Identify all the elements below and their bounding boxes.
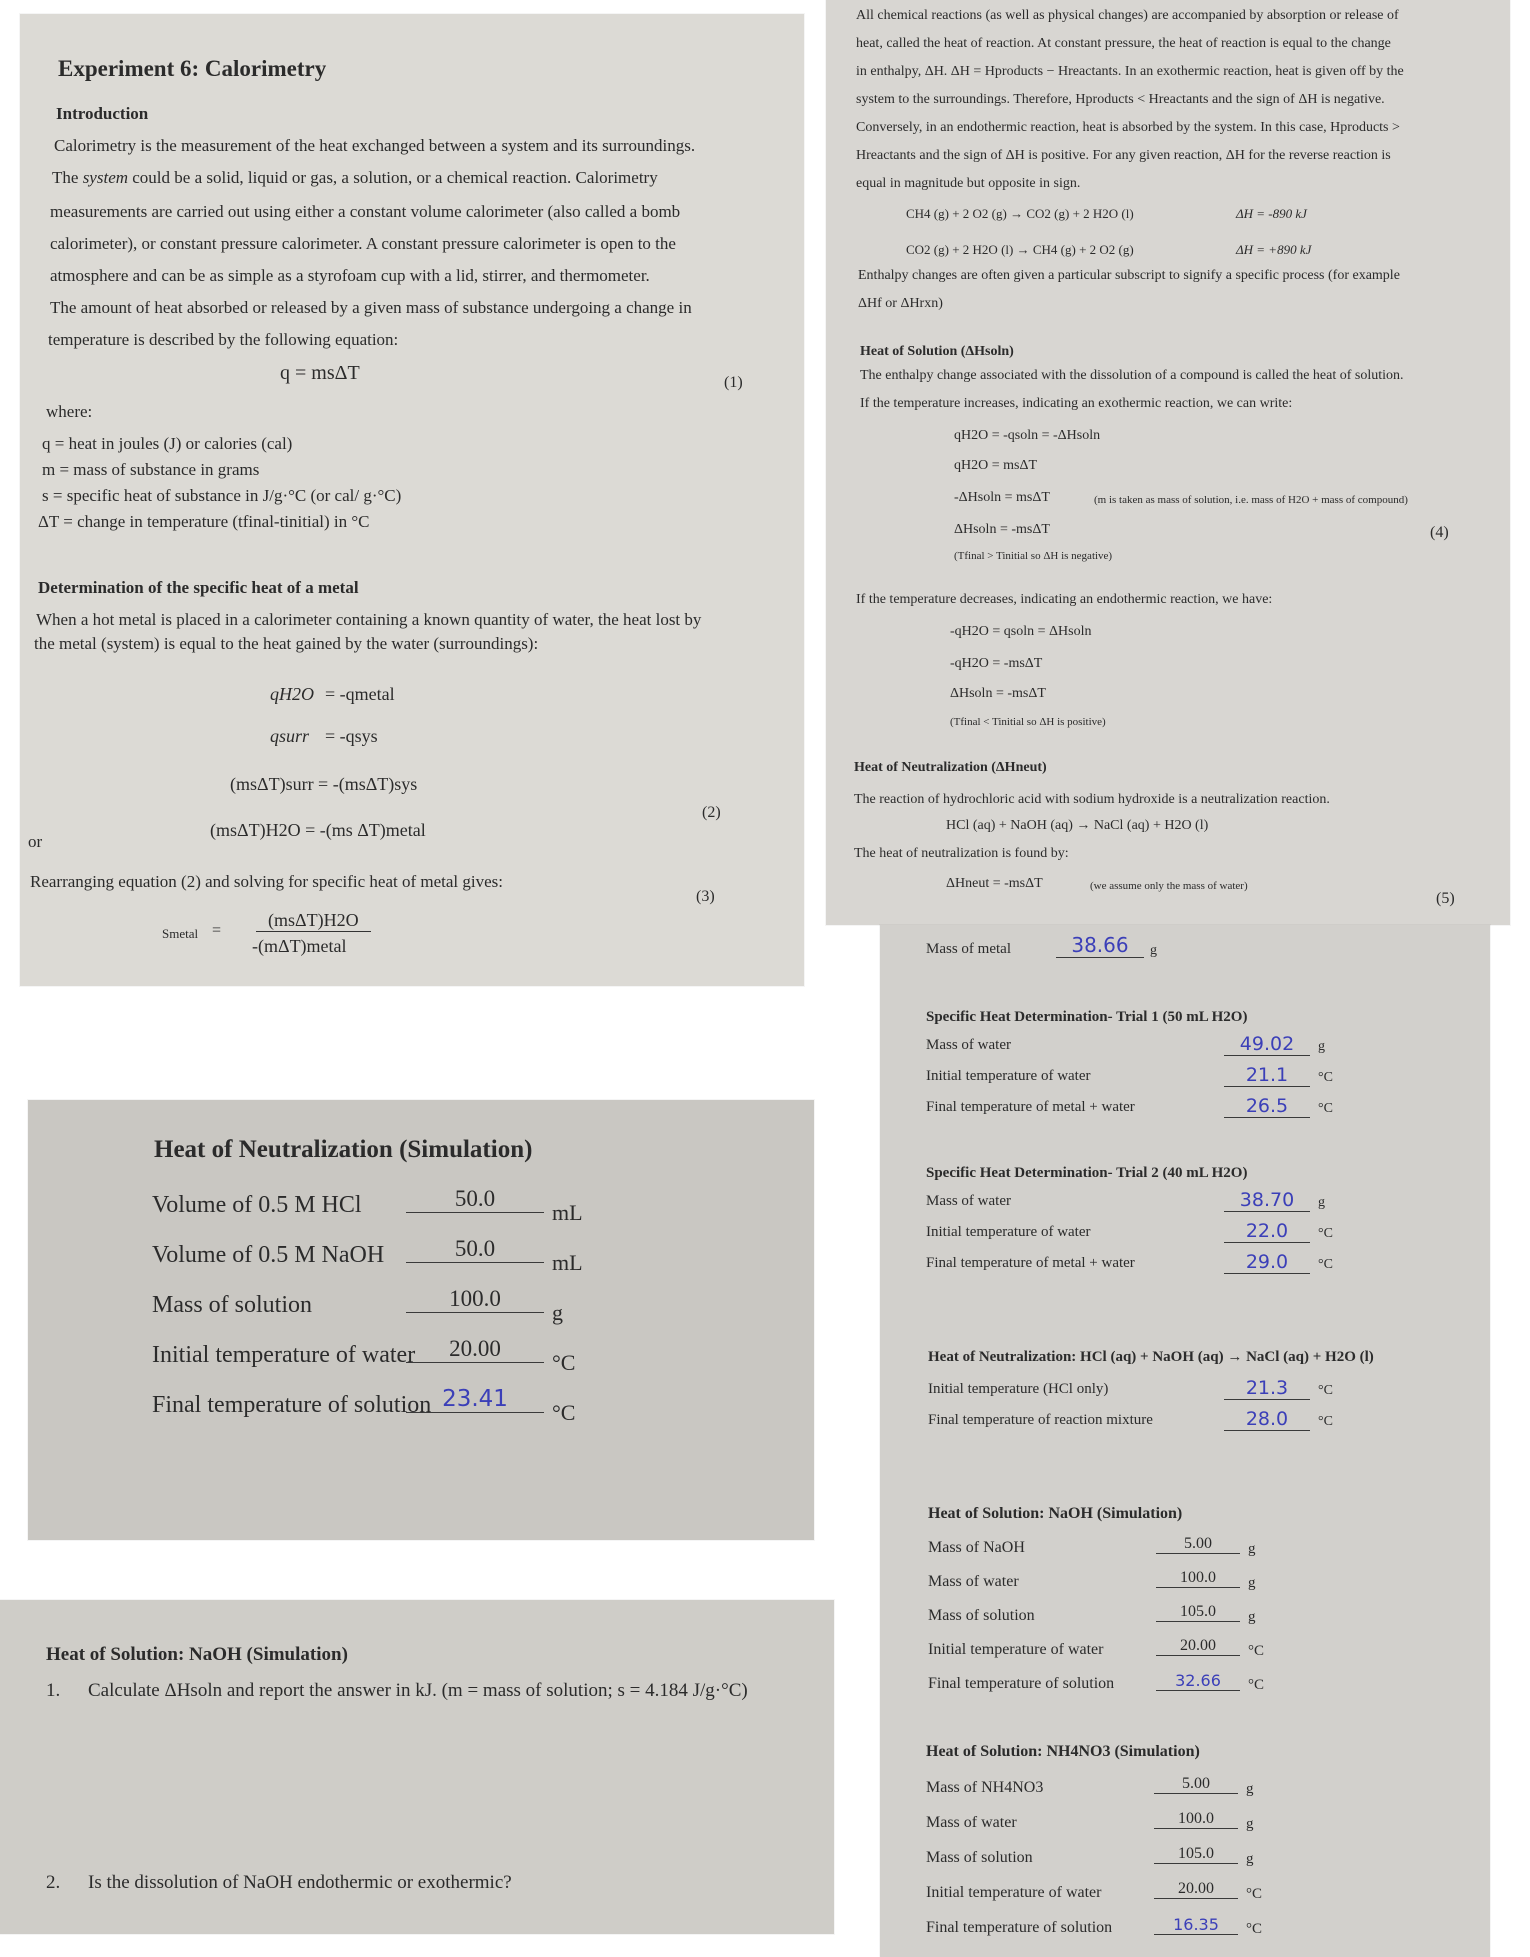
row-value: 100.0 xyxy=(406,1286,544,1313)
intro-line: The amount of heat absorbed or released by a given mass of substance undergoing a change in xyxy=(50,298,692,317)
body-line: Rearranging equation (2) and solving for specific heat of metal gives: xyxy=(30,872,504,891)
row-unit: °C xyxy=(1318,1383,1333,1398)
row-unit: °C xyxy=(552,1350,576,1375)
row-unit: °C xyxy=(1318,1070,1333,1085)
row-value: 20.00 xyxy=(1154,1880,1238,1899)
row-unit: g xyxy=(1318,1039,1325,1054)
questions-page xyxy=(0,1600,834,1934)
definition-dt: ΔT = change in temperature (tfinal-tinitial) in °C xyxy=(38,512,370,531)
row-unit: °C xyxy=(1318,1257,1333,1272)
intro-line: Calorimetry is the measurement of the heat exchanged between a system and its surroundings. xyxy=(54,136,696,155)
theory-line: equal in magnitude but opposite in sign. xyxy=(856,176,1081,191)
endothermic-eq: ΔHsoln = -msΔT xyxy=(950,686,1046,701)
definition-s: s = specific heat of substance in J/g·°C (or cal/ g·°C) xyxy=(42,486,402,505)
theory-line: Hreactants and the sign of ΔH is positive. For any given reaction, ΔH for the reverse reaction is xyxy=(856,148,1391,163)
endothermic-eq: -qH2O = -msΔT xyxy=(950,656,1043,671)
equation-number: (5) xyxy=(1436,890,1455,907)
row-label: Initial temperature of water xyxy=(152,1342,416,1368)
row-value: 16.35 xyxy=(1154,1915,1238,1935)
intro-line: The system could be a solid, liquid or gas, a solution, or a chemical reaction. Calorimetry xyxy=(52,168,658,187)
row-value: 50.0 xyxy=(406,1186,544,1213)
row-label: Mass of water xyxy=(926,1193,1011,1209)
theory-line: Conversely, in an endothermic reaction, heat is absorbed by the system. In this case, Hproducts > xyxy=(856,120,1400,135)
body-line: When a hot metal is placed in a calorimeter containing a known quantity of water, the heat lost by xyxy=(36,610,702,629)
neutralization-data-heading: Heat of Neutralization: HCl (aq) + NaOH (aq) → NaCl (aq) + H2O (l) xyxy=(928,1349,1374,1365)
row-unit: °C xyxy=(1248,1643,1265,1659)
row-label: Mass of solution xyxy=(928,1607,1035,1624)
section-heading: Heat of Solution (ΔHsoln) xyxy=(860,344,1014,359)
trial-2-heading: Specific Heat Determination- Trial 2 (40 mL H2O) xyxy=(926,1165,1248,1181)
row-label: Mass of water xyxy=(928,1573,1019,1590)
row-label: Mass of water xyxy=(926,1037,1011,1053)
row-unit: °C xyxy=(1246,1921,1263,1937)
intro-line: atmosphere and can be as simple as a styrofoam cup with a lid, stirrer, and thermometer. xyxy=(50,266,650,285)
row-value: 21.3 xyxy=(1224,1377,1310,1400)
theory-line: Enthalpy changes are often given a particular subscript to signify a specific process (for example xyxy=(858,268,1400,283)
row-unit: g xyxy=(1318,1195,1325,1210)
row-value: 23.41 xyxy=(406,1386,544,1413)
theory-line: The reaction of hydrochloric acid with sodium hydroxide is a neutralization reaction. xyxy=(854,792,1330,807)
row-label: Mass of solution xyxy=(926,1849,1033,1866)
theory-page xyxy=(826,0,1510,925)
theory-line: If the temperature increases, indicating an exothermic reaction, we can write: xyxy=(860,396,1293,411)
row-label: Mass of solution xyxy=(152,1292,313,1318)
equation-number: (3) xyxy=(696,888,715,905)
equation-line: = -qmetal xyxy=(325,684,395,704)
question-1-number: 1. xyxy=(46,1680,61,1701)
intro-heading: Introduction xyxy=(56,104,149,123)
trial-1-heading: Specific Heat Determination- Trial 1 (50 mL H2O) xyxy=(926,1009,1248,1025)
theory-line: All chemical reactions (as well as physical changes) are accompanied by absorption or release of xyxy=(856,8,1399,23)
equation-line: qH2O xyxy=(270,684,314,704)
row-unit: °C xyxy=(1318,1226,1333,1241)
metal-mass-unit: g xyxy=(1150,943,1157,958)
row-unit: g xyxy=(1248,1575,1256,1591)
row-value: 100.0 xyxy=(1154,1810,1238,1829)
data-sheet xyxy=(880,925,1490,1957)
equation-number: (2) xyxy=(702,804,721,821)
question-2-number: 2. xyxy=(46,1872,61,1893)
question-1: Calculate ΔHsoln and report the answer in kJ. (m = mass of solution; s = 4.184 J/g·°C) xyxy=(88,1680,748,1701)
row-unit: mL xyxy=(552,1250,583,1275)
solution-note: (m is taken as mass of solution, i.e. mass of H2O + mass of compound) xyxy=(1094,494,1408,506)
endothermic-note: (Tfinal < Tinitial so ΔH is positive) xyxy=(950,716,1106,728)
row-label: Initial temperature of water xyxy=(926,1068,1091,1084)
row-value: 38.70 xyxy=(1224,1189,1310,1212)
metal-mass-value: 38.66 xyxy=(1056,933,1144,958)
row-unit: °C xyxy=(1318,1101,1333,1116)
row-label: Initial temperature of water xyxy=(928,1641,1104,1658)
theory-line: in enthalpy, ΔH. ΔH = Hproducts − Hreactants. In an exothermic reaction, heat is given off by the xyxy=(856,64,1404,79)
row-value: 105.0 xyxy=(1156,1603,1240,1622)
intro-line: measurements are carried out using either a constant volume calorimeter (also called a bomb xyxy=(50,202,681,221)
naoh-data-heading: Heat of Solution: NaOH (Simulation) xyxy=(928,1505,1183,1522)
page-title: Experiment 6: Calorimetry xyxy=(58,56,327,81)
row-label: Mass of water xyxy=(926,1814,1017,1831)
or-label: or xyxy=(28,832,43,851)
reaction-2-dh: ΔH = +890 kJ xyxy=(1236,242,1312,257)
neutralization-reaction: HCl (aq) + NaOH (aq) → NaCl (aq) + H2O (l) xyxy=(946,818,1209,833)
row-label: Volume of 0.5 M HCl xyxy=(152,1192,362,1218)
row-value: 32.66 xyxy=(1156,1671,1240,1691)
solution-eq: qH2O = msΔT xyxy=(954,458,1038,473)
definition-q: q = heat in joules (J) or calories (cal) xyxy=(42,434,293,453)
row-label: Final temperature of reaction mixture xyxy=(928,1412,1153,1428)
theory-line: ΔHf or ΔHrxn) xyxy=(858,296,943,311)
row-label: Final temperature of solution xyxy=(926,1919,1113,1936)
row-value: 105.0 xyxy=(1154,1845,1238,1864)
equation-3-denominator: -(mΔT)metal xyxy=(252,936,347,956)
reaction-1-dh: ΔH = -890 kJ xyxy=(1236,206,1307,221)
solution-note: (Tfinal > Tinitial so ΔH is negative) xyxy=(954,550,1113,562)
row-unit: mL xyxy=(552,1200,583,1225)
row-label: Initial temperature (HCl only) xyxy=(928,1381,1109,1397)
intro-page xyxy=(20,14,804,986)
row-label: Final temperature of metal + water xyxy=(926,1099,1135,1115)
neutralization-note: (we assume only the mass of water) xyxy=(1090,880,1248,892)
questions-heading: Heat of Solution: NaOH (Simulation) xyxy=(46,1644,348,1665)
intro-line: calorimeter), or constant pressure calorimeter. A constant pressure calorimeter is open to the xyxy=(50,234,676,253)
row-label: Volume of 0.5 M NaOH xyxy=(152,1242,385,1268)
equation-3-equals: = xyxy=(212,922,222,939)
equation-line: = -qsys xyxy=(325,726,378,746)
row-unit: g xyxy=(1248,1541,1256,1557)
question-2: Is the dissolution of NaOH endothermic or exothermic? xyxy=(88,1872,512,1893)
row-value: 49.02 xyxy=(1224,1033,1310,1056)
definition-m: m = mass of substance in grams xyxy=(42,460,260,479)
row-value: 50.0 xyxy=(406,1236,544,1263)
reaction-2: CO2 (g) + 2 H2O (l) → CH4 (g) + 2 O2 (g) xyxy=(906,242,1134,257)
row-value: 5.00 xyxy=(1156,1535,1240,1554)
simulation-page xyxy=(28,1100,814,1540)
row-value: 20.00 xyxy=(1156,1637,1240,1656)
solution-eq: ΔHsoln = -msΔT xyxy=(954,522,1050,537)
row-value: 5.00 xyxy=(1154,1775,1238,1794)
where-label: where: xyxy=(46,402,93,421)
row-label: Mass of NH4NO3 xyxy=(926,1779,1044,1796)
theory-line: The enthalpy change associated with the dissolution of a compound is called the heat of solution. xyxy=(860,368,1404,383)
solution-eq: qH2O = -qsoln = -ΔHsoln xyxy=(954,428,1101,443)
row-unit: °C xyxy=(1248,1677,1265,1693)
row-label: Final temperature of metal + water xyxy=(926,1255,1135,1271)
metal-mass-label: Mass of metal xyxy=(926,941,1011,957)
intro-line: temperature is described by the following equation: xyxy=(48,330,399,349)
equation-number: (4) xyxy=(1430,524,1449,541)
endothermic-eq: -qH2O = qsoln = ΔHsoln xyxy=(950,624,1092,639)
row-value: 28.0 xyxy=(1224,1408,1310,1431)
row-unit: g xyxy=(1246,1816,1254,1832)
theory-line: system to the surroundings. Therefore, Hproducts < Hreactants and the sign of ΔH is negative. xyxy=(856,92,1385,107)
row-unit: °C xyxy=(1318,1414,1333,1429)
row-unit: g xyxy=(1248,1609,1256,1625)
row-label: Initial temperature of water xyxy=(926,1224,1091,1240)
theory-line: If the temperature decreases, indicating an endothermic reaction, we have: xyxy=(856,592,1273,607)
row-value: 26.5 xyxy=(1224,1095,1310,1118)
row-label: Initial temperature of water xyxy=(926,1884,1102,1901)
row-unit: °C xyxy=(1246,1886,1263,1902)
row-unit: g xyxy=(1246,1781,1254,1797)
neutralization-eq: ΔHneut = -msΔT xyxy=(946,876,1043,891)
row-value: 100.0 xyxy=(1156,1569,1240,1588)
row-unit: °C xyxy=(552,1400,576,1425)
row-label: Mass of NaOH xyxy=(928,1539,1025,1556)
nh4no3-data-heading: Heat of Solution: NH4NO3 (Simulation) xyxy=(926,1743,1200,1760)
simulation-heading: Heat of Neutralization (Simulation) xyxy=(154,1136,533,1163)
equation-3-numerator: (msΔT)H2O xyxy=(256,910,371,932)
row-label: Final temperature of solution xyxy=(152,1392,432,1418)
equation-number: (1) xyxy=(724,374,743,391)
section-heading: Heat of Neutralization (ΔHneut) xyxy=(854,760,1047,775)
theory-line: heat, called the heat of reaction. At constant pressure, the heat of reaction is equal to the change xyxy=(856,36,1391,51)
row-value: 22.0 xyxy=(1224,1220,1310,1243)
row-unit: g xyxy=(1246,1851,1254,1867)
equation-line: qsurr xyxy=(270,726,310,746)
row-label: Final temperature of solution xyxy=(928,1675,1115,1692)
row-unit: g xyxy=(552,1300,563,1325)
reaction-1: CH4 (g) + 2 O2 (g) → CO2 (g) + 2 H2O (l) xyxy=(906,206,1134,221)
theory-line: The heat of neutralization is found by: xyxy=(854,846,1069,861)
row-value: 29.0 xyxy=(1224,1251,1310,1274)
body-line: the metal (system) is equal to the heat gained by the water (surroundings): xyxy=(34,634,539,653)
equation-line: (msΔT)surr = -(msΔT)sys xyxy=(230,774,418,794)
equation-2: (msΔT)H2O = -(ms ΔT)metal xyxy=(210,820,426,840)
equation-1: q = msΔT xyxy=(280,362,360,384)
row-value: 20.00 xyxy=(406,1336,544,1363)
solution-eq: -ΔHsoln = msΔT xyxy=(954,490,1050,505)
equation-3-lhs: Smetal xyxy=(162,926,199,941)
row-value: 21.1 xyxy=(1224,1064,1310,1087)
section-heading: Determination of the specific heat of a metal xyxy=(38,578,359,597)
